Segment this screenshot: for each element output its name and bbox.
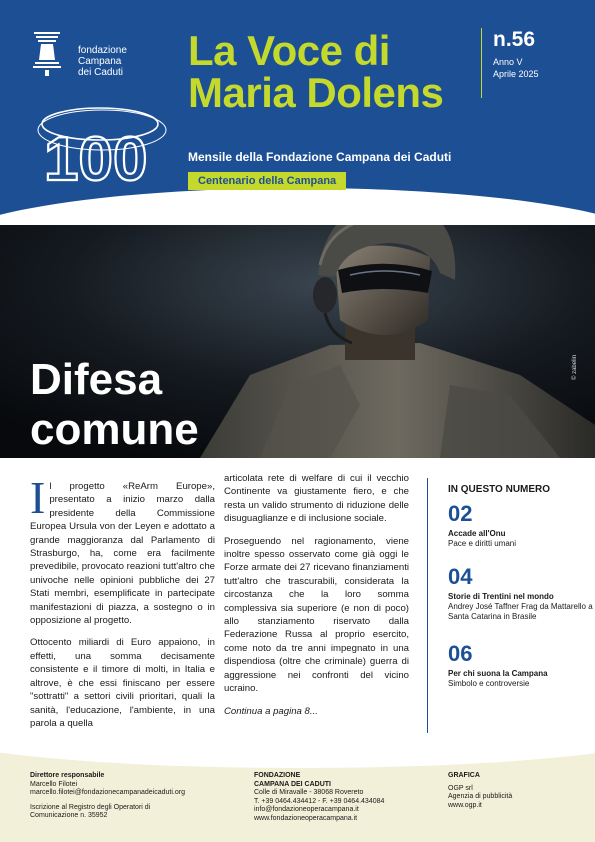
sidebar-item-desc: Andrey José Taffner Frag da Mattarello a Santa Catarina in Brasile <box>448 602 593 621</box>
dropcap: I <box>30 472 46 523</box>
hero-headline-line-2: comune <box>30 405 199 454</box>
issue-year: Anno V <box>493 57 523 67</box>
article-column-1 <box>30 472 215 739</box>
sidebar-item-page: 04 <box>448 564 473 589</box>
issue-divider <box>481 28 482 98</box>
footer <box>0 740 595 842</box>
hero-headline <box>30 355 260 455</box>
org-web[interactable]: www.fondazioneoperacampana.it <box>254 814 358 822</box>
org-name-line-1: FONDAZIONE <box>254 772 301 779</box>
hero-headline-line-1: Difesa <box>30 355 163 404</box>
sidebar-item-title: Accade all'Onu <box>448 529 506 538</box>
sidebar-item-title: Storie di Trentini nel mondo <box>448 592 554 601</box>
article-paragraph-3: articolata rete di welfare di cui il vecchio Continente va giustamente fiero, e che resta un valido strumento di riduzione delle disuguaglianze e di inclusione sociale. <box>224 473 409 525</box>
footer-graphics-info <box>448 772 578 810</box>
footer-publisher-info <box>254 772 434 823</box>
issue-date: Aprile 2025 <box>493 69 539 79</box>
centenary-number: 100 <box>44 125 148 190</box>
logo-line-2: Campana <box>78 56 122 67</box>
article-paragraph-4: Proseguendo nel ragionamento, viene inoltre spesso osservato come già oggi le Forze armate dei 27 ricevano finanziamenti tutt'altro che trascurabili, considerata la circostanza che la loro somma complessiva sia superiore (e non di poco) allo stanziamento riservato dalla Federazione Russa al proprio esercito, come noto da tre anni impegnato in una dispendiosa (oltre che criminale) guerra di aggressione nei confronti del vicino ucraino. <box>224 535 409 695</box>
sidebar-item-desc: Simbolo e controversie <box>448 679 530 688</box>
sidebar-heading: IN QUESTO NUMERO <box>448 484 551 495</box>
bell-icon <box>30 30 64 80</box>
article-paragraph <box>30 472 215 627</box>
masthead-title-line-1: La Voce di <box>188 27 390 74</box>
continue-link[interactable]: Continua a pagina 8... <box>224 705 318 717</box>
centenary-100-logo <box>28 90 178 190</box>
foundation-logo-text <box>78 45 178 78</box>
director-name: Marcello Filotei <box>30 780 78 788</box>
org-name-line-2: CAMPANA DEI CADUTI <box>254 780 331 788</box>
sidebar-item-06[interactable] <box>448 642 593 689</box>
graphics-web[interactable]: www.ogp.it <box>448 801 482 809</box>
logo-line-1: fondazione <box>78 45 127 56</box>
org-address: Colle di Miravalle - 38068 Rovereto <box>254 789 364 796</box>
centenary-badge: Centenario della Campana <box>188 172 346 190</box>
masthead-subtitle: Mensile della Fondazione Campana dei Caduti <box>188 150 452 164</box>
registry-line-2: Comunicazione n. 35952 <box>30 812 108 819</box>
issue-number: n.56 <box>493 28 536 51</box>
masthead-title-line-2: Maria Dolens <box>188 69 444 116</box>
org-email[interactable]: info@fondazioneoperacampana.it <box>254 806 359 813</box>
footer-curve <box>0 740 595 768</box>
article-paragraph-1-text: l progetto «ReArm Europe», presentato a inizio marzo dalla presidente della Commissione Europea Ursula von der Leyen e adottato a grande maggioranza dal Parlamento di Strasburgo, ha, come era facilmente prevedibile, provocato reazioni tutt'altro che univoche nelle opinioni pubbliche dei 27 Stati membri, esemplificate in partecipate manifestazioni di piazza, a sostegno o in opposizione al progetto. <box>30 481 215 627</box>
sidebar-item-02[interactable] <box>448 502 593 549</box>
sidebar-item-title: Per chi suona la Campana <box>448 669 548 678</box>
footer-editorial-info <box>30 772 230 821</box>
masthead-title <box>188 27 478 116</box>
hero-image <box>0 225 595 458</box>
sidebar-item-04[interactable] <box>448 565 593 622</box>
graphics-label: GRAFICA <box>448 772 480 779</box>
director-email[interactable]: marcello.filotei@fondazionecampanadeicaduti.org <box>30 789 185 796</box>
sidebar-item-page: 02 <box>448 501 473 526</box>
graphics-desc: Agenzia di pubblicità <box>448 793 513 800</box>
article-column-2 <box>224 472 409 727</box>
article-paragraph-2: Ottocento miliardi di Euro appaiono, in effetti, una somma decisamente consistente e il timore di molti, in Italia e altrove, è che essi finiscano per essere "sottratti" a settori civili prioritari, quali la sanità, l'educazione, l'ambiente, in una parola a quella <box>30 637 215 729</box>
logo-line-3: dei Caduti <box>78 67 124 78</box>
registry-line-1: Iscrizione al Registro degli Operatori di <box>30 803 151 811</box>
org-phone: T. +39 0464.434412 - F. +39 0464.434084 <box>254 797 385 805</box>
graphics-name: OGP srl <box>448 784 473 792</box>
masthead-header <box>0 0 595 225</box>
sidebar-item-desc: Pace e diritti umani <box>448 539 517 548</box>
director-label: Direttore responsabile <box>30 772 105 779</box>
photo-credit: © zabelin <box>572 354 578 380</box>
sidebar-item-page: 06 <box>448 641 473 666</box>
header-curve <box>0 188 595 225</box>
